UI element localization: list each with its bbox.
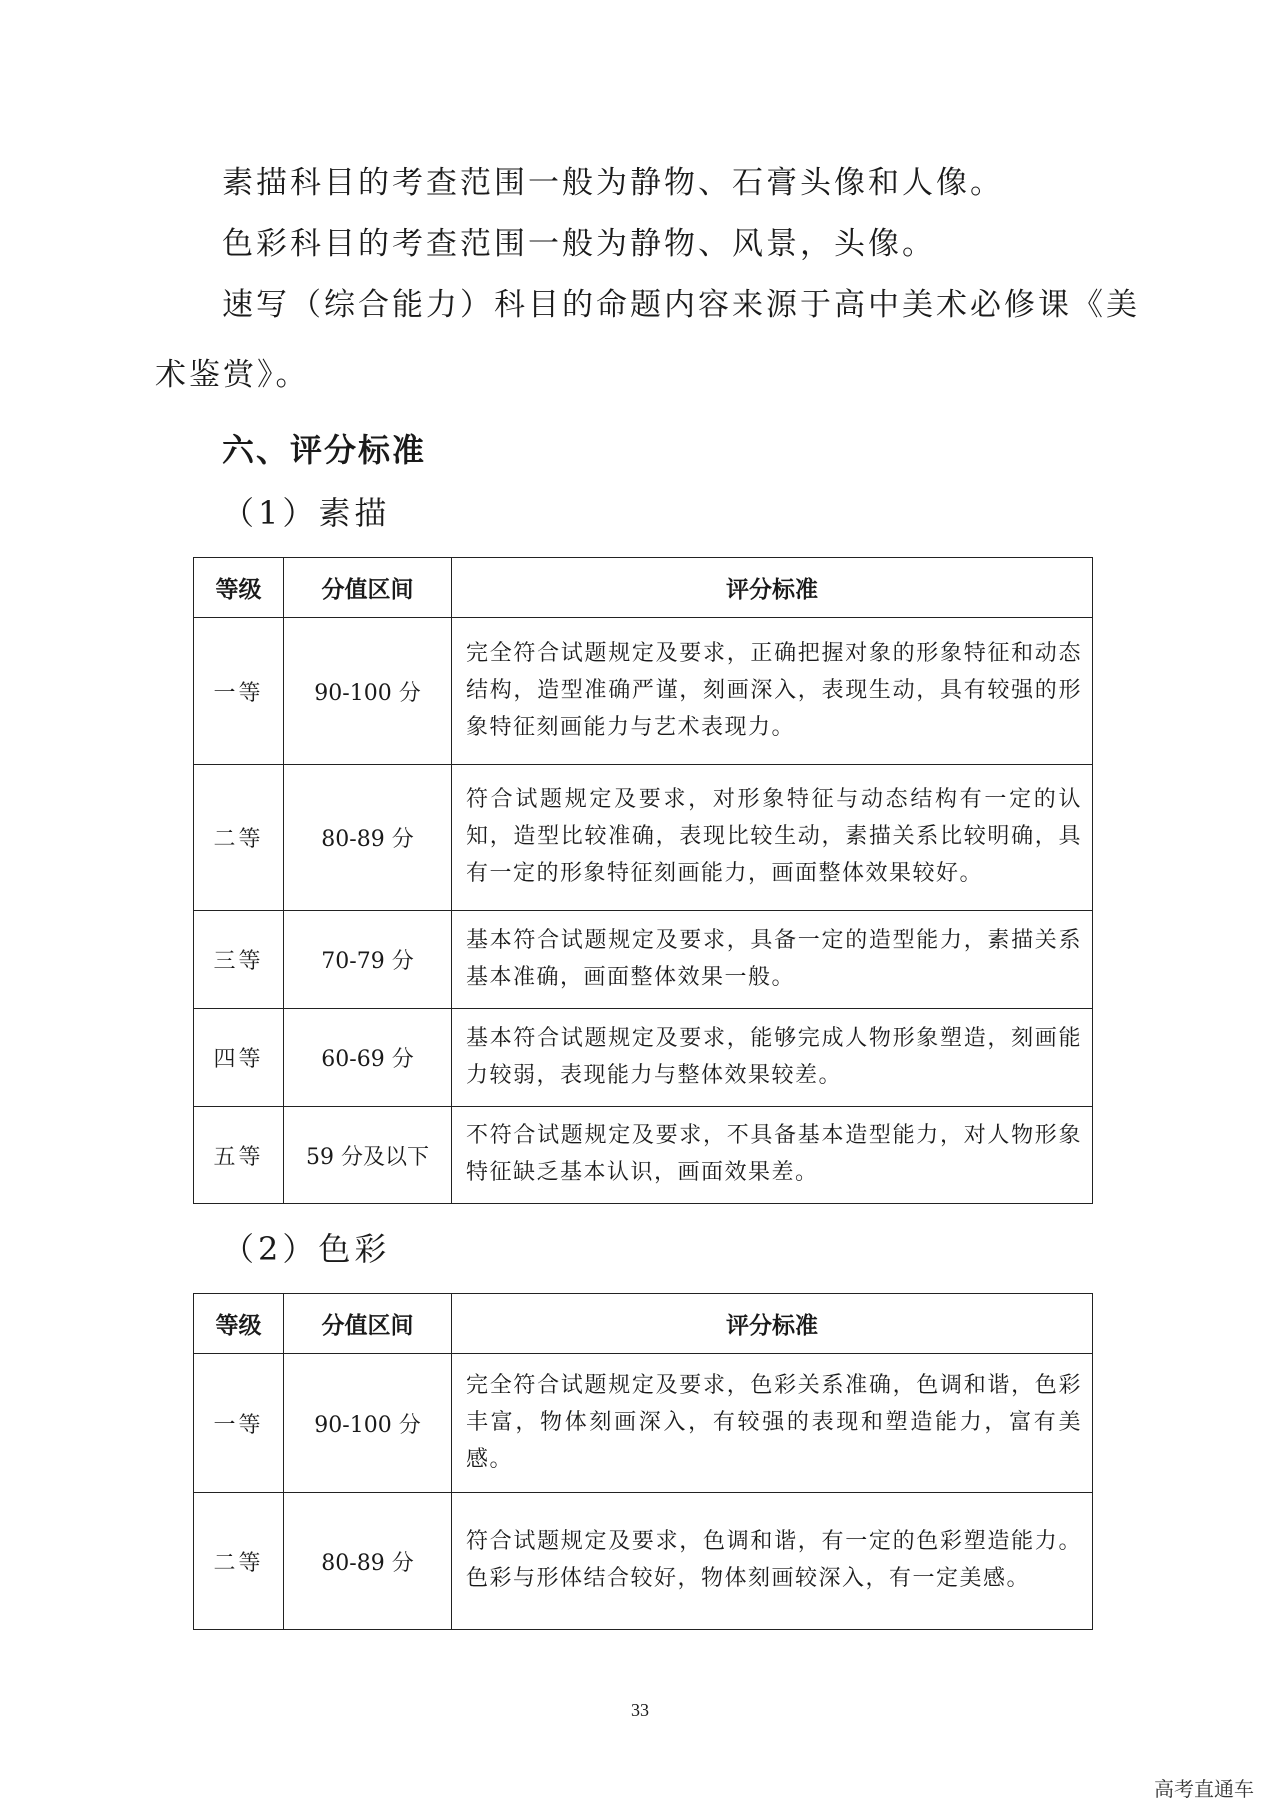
row-criteria: 完全符合试题规定及要求，正确把握对象的形象特征和动态结构，造型准确严谨，刻画深入，表现生动，具有较强的形象特征刻画能力与艺术表现力。 — [452, 618, 1093, 765]
row-criteria: 符合试题规定及要求，色调和谐，有一定的色彩塑造能力。色彩与形体结合较好，物体刻画较深入，有一定美感。 — [452, 1493, 1093, 1630]
row-criteria: 基本符合试题规定及要求，具备一定的造型能力，素描关系基本准确，画面整体效果一般。 — [452, 911, 1093, 1009]
table-row — [194, 1493, 1093, 1630]
sketch-grading-table — [193, 557, 1093, 1204]
table-row — [194, 618, 1093, 765]
table-header-row — [194, 558, 1093, 618]
row-level: 二等 — [194, 1493, 284, 1630]
row-level: 三等 — [194, 911, 284, 1009]
table-row — [194, 911, 1093, 1009]
header-criteria: 评分标准 — [452, 558, 1093, 618]
row-range: 70-79 分 — [284, 911, 452, 1009]
table-header-row — [194, 1294, 1093, 1354]
row-range: 80-89 分 — [284, 765, 452, 911]
row-range: 60-69 分 — [284, 1009, 452, 1107]
header-range: 分值区间 — [284, 1294, 452, 1354]
row-level: 四等 — [194, 1009, 284, 1107]
watermark-text: 高考直通车 — [1154, 1777, 1254, 1801]
row-criteria: 符合试题规定及要求，对形象特征与动态结构有一定的认知，造型比较准确，表现比较生动，素描关系比较明确，具有一定的形象特征刻画能力，画面整体效果较好。 — [452, 765, 1093, 911]
row-criteria: 完全符合试题规定及要求，色彩关系准确，色调和谐，色彩丰富，物体刻画深入，有较强的表现和塑造能力，富有美感。 — [452, 1354, 1093, 1493]
paragraph-sketch-scope: 素描科目的考查范围一般为静物、石膏头像和人像。 — [222, 165, 1004, 201]
row-range: 80-89 分 — [284, 1493, 452, 1630]
header-criteria: 评分标准 — [452, 1294, 1093, 1354]
page-number: 33 — [631, 1700, 649, 1720]
row-level: 一等 — [194, 1354, 284, 1493]
paragraph-color-scope: 色彩科目的考查范围一般为静物、风景，头像。 — [222, 226, 936, 262]
row-level: 五等 — [194, 1107, 284, 1204]
color-grading-table — [193, 1293, 1093, 1630]
header-range: 分值区间 — [284, 558, 452, 618]
row-range: 59 分及以下 — [284, 1107, 452, 1204]
row-level: 二等 — [194, 765, 284, 911]
row-level: 一等 — [194, 618, 284, 765]
row-criteria: 基本符合试题规定及要求，能够完成人物形象塑造，刻画能力较弱，表现能力与整体效果较差。 — [452, 1009, 1093, 1107]
section-title: 六、评分标准 — [222, 431, 427, 469]
header-level: 等级 — [194, 1294, 284, 1354]
table-row — [194, 1354, 1093, 1493]
sketch-subtitle: （1）素描 — [222, 494, 391, 532]
paragraph-quick-sketch-scope-cont: 术鉴赏》。 — [155, 357, 310, 393]
paragraph-quick-sketch-scope: 速写（综合能力）科目的命题内容来源于高中美术必修课《美 — [222, 287, 1140, 323]
row-criteria: 不符合试题规定及要求，不具备基本造型能力，对人物形象特征缺乏基本认识，画面效果差。 — [452, 1107, 1093, 1204]
color-subtitle: （2）色彩 — [222, 1230, 391, 1268]
row-range: 90-100 分 — [284, 1354, 452, 1493]
table-row — [194, 765, 1093, 911]
table-row — [194, 1009, 1093, 1107]
table-row — [194, 1107, 1093, 1204]
header-level: 等级 — [194, 558, 284, 618]
row-range: 90-100 分 — [284, 618, 452, 765]
